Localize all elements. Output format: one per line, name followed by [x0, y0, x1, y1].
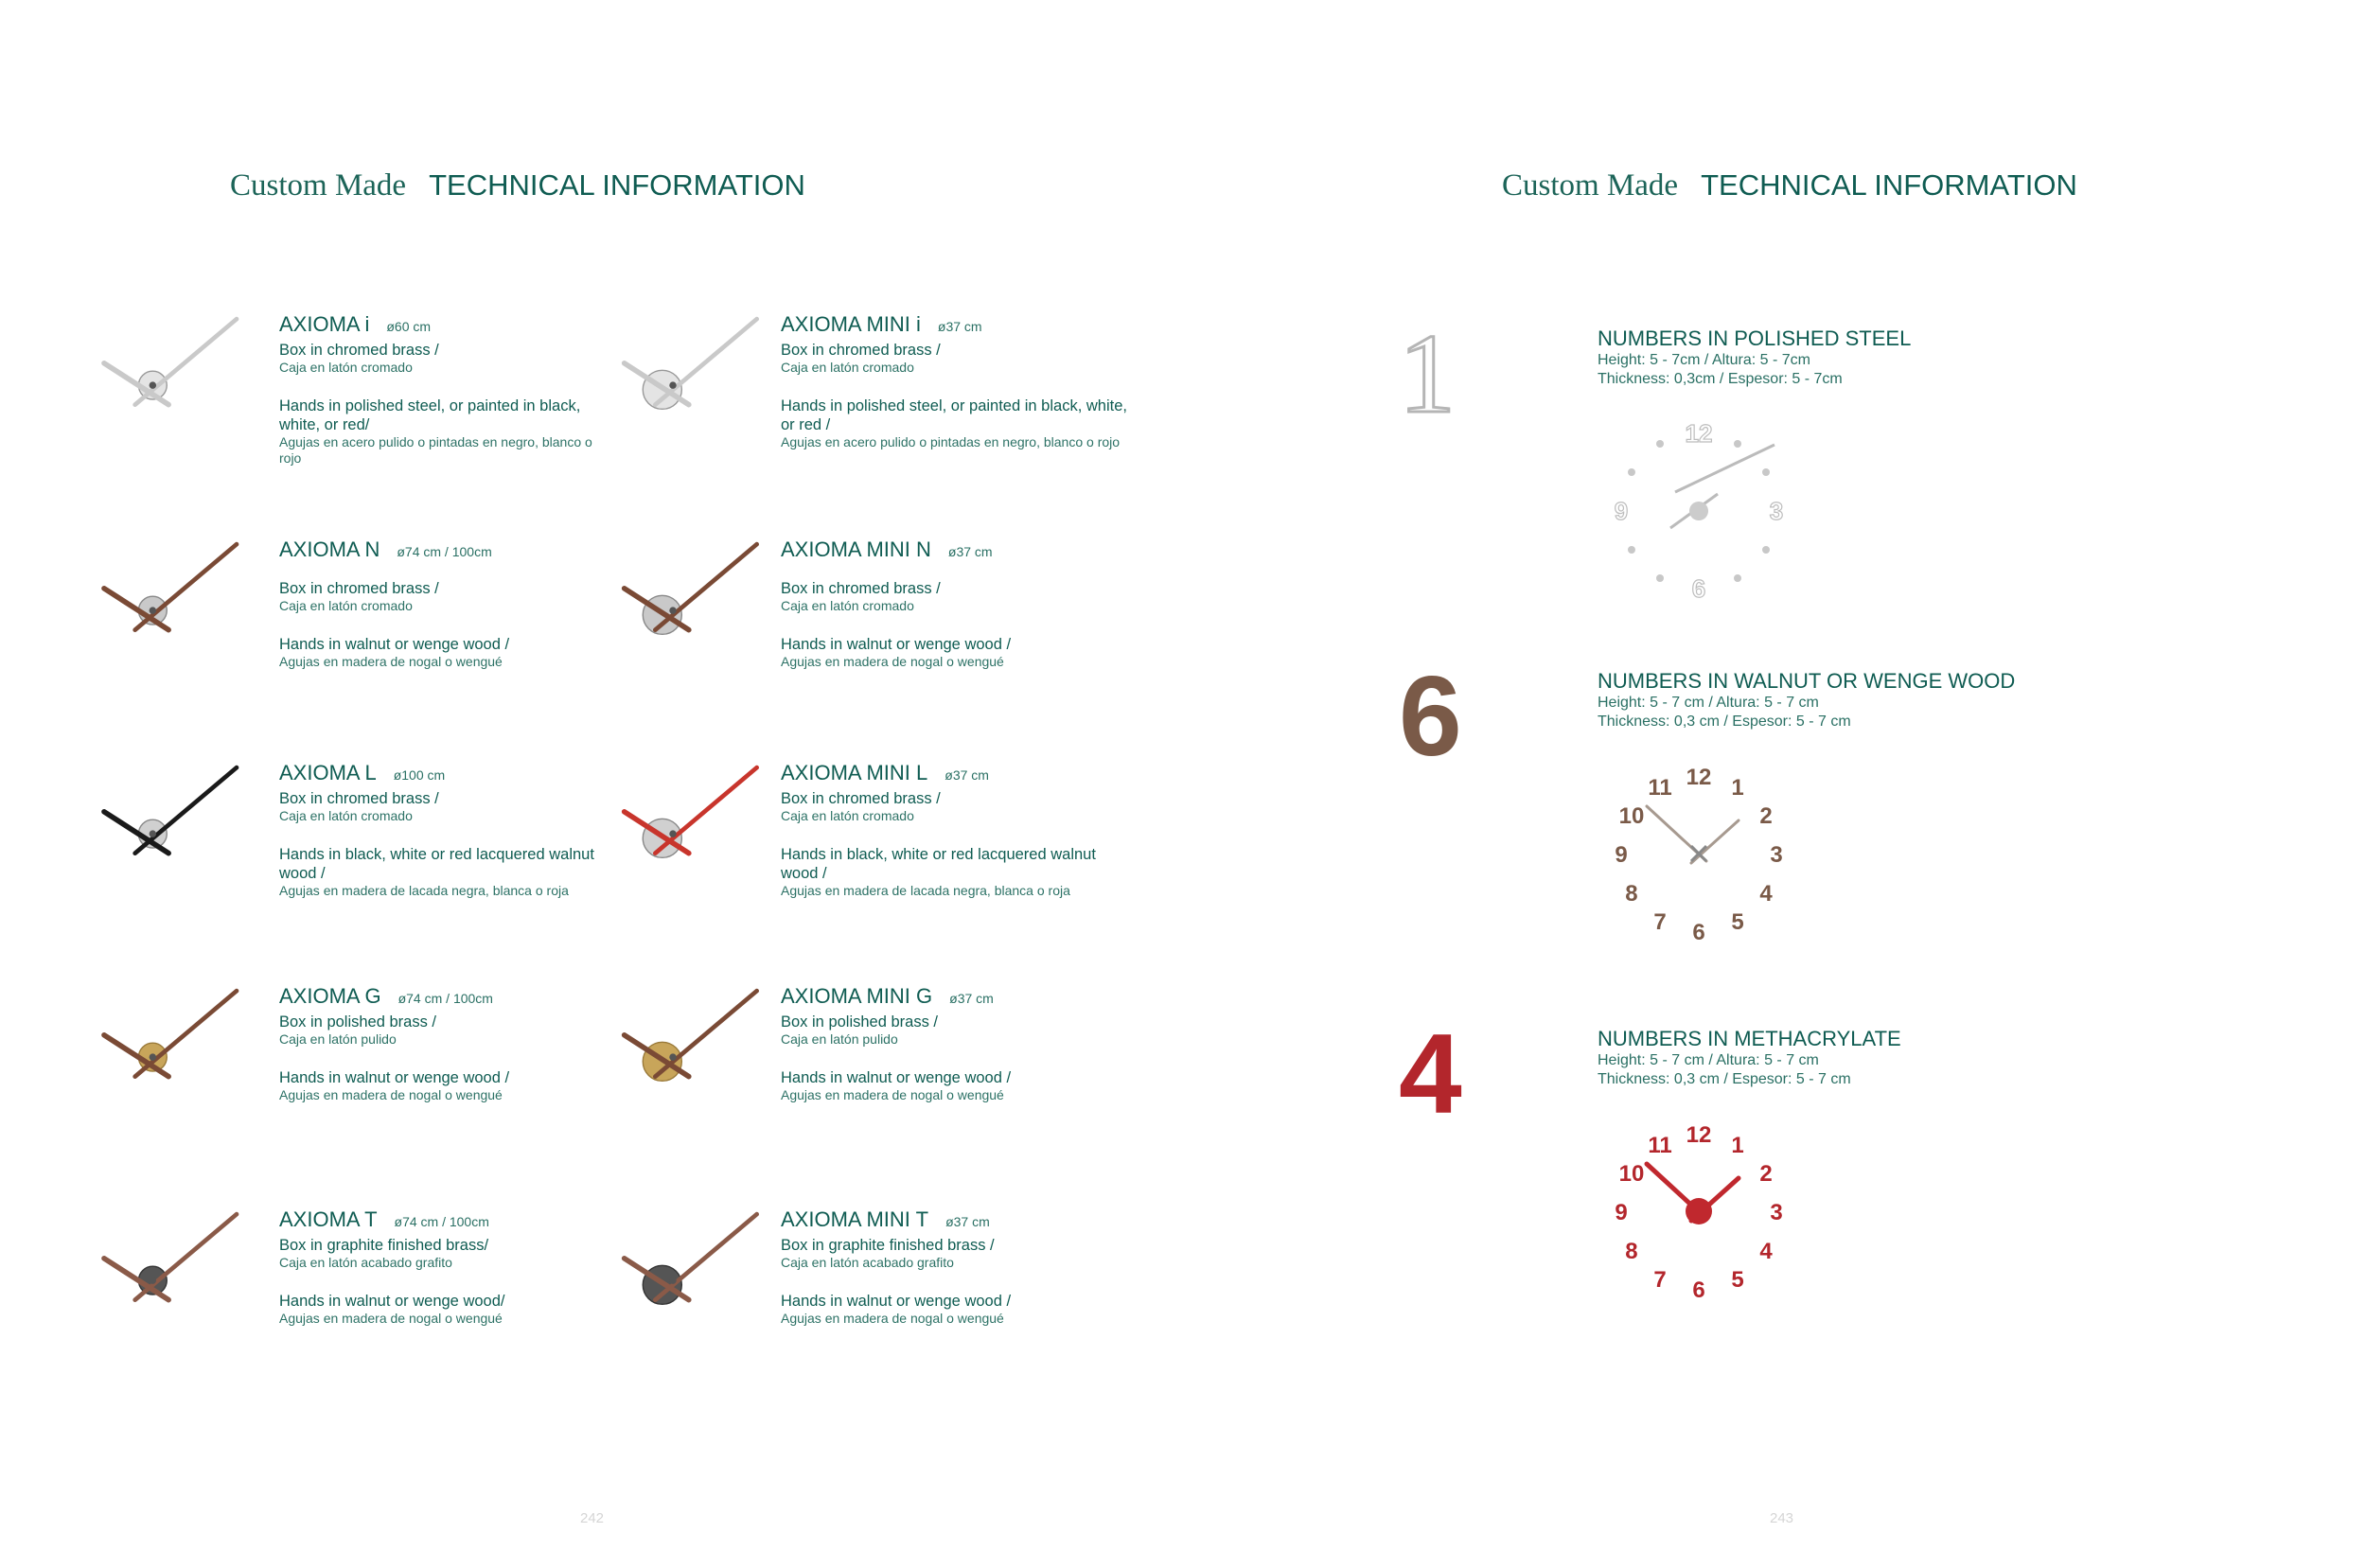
- hands-es: Agujas en acero pulido o pintadas en negro, blanco o rojo: [279, 434, 592, 466]
- dial-numeral: 9: [1614, 497, 1629, 525]
- number-set: [1598, 326, 1911, 389]
- dial-numeral: 11: [1648, 774, 1672, 801]
- number-set-thickness: Thickness: 0,3cm / Espesor: 5 - 7cm: [1598, 371, 1843, 387]
- product-size: ø37 cm: [945, 767, 989, 783]
- product-name: AXIOMA MINI T: [781, 1207, 929, 1231]
- product-mini-1: [781, 537, 1136, 670]
- box-es: Caja en latón acabado grafito: [781, 1255, 954, 1270]
- page-title: [230, 168, 805, 203]
- number-set-title: NUMBERS IN WALNUT OR WENGE WOOD: [1598, 669, 2016, 693]
- product-size: ø74 cm / 100cm: [397, 544, 492, 559]
- product-size: ø100 cm: [393, 767, 446, 783]
- product-size: ø37 cm: [937, 319, 982, 334]
- dial-numeral: 4: [1759, 881, 1773, 907]
- product-size: ø74 cm / 100cm: [394, 1214, 489, 1229]
- dial-numeral: 7: [1653, 909, 1667, 936]
- dial-numeral: 10: [1618, 803, 1645, 829]
- box-es: Caja en latón cromado: [781, 808, 914, 823]
- right-page: [1183, 0, 2366, 1568]
- product-name: AXIOMA G: [279, 984, 381, 1008]
- clock-hands-image: [80, 533, 260, 665]
- dial-numeral: 5: [1731, 909, 1744, 936]
- box-es: Caja en latón cromado: [279, 598, 413, 613]
- hands-en: Hands in walnut or wenge wood /: [781, 636, 1012, 653]
- dial-numeral: 8: [1625, 881, 1638, 907]
- product-size: ø37 cm: [945, 1214, 990, 1229]
- clock-hands-image: [596, 1203, 776, 1335]
- dial-numeral: 6: [1692, 1277, 1705, 1303]
- sample-digit: 4: [1399, 1011, 1462, 1137]
- box-en: Box in chromed brass /: [279, 580, 439, 597]
- dial-numeral: 8: [1625, 1239, 1638, 1264]
- title-sans: TECHNICAL INFORMATION: [1701, 168, 2077, 202]
- clock-hands-image: [596, 979, 776, 1112]
- hands-es: Agujas en madera de nogal o wengué: [781, 1087, 1004, 1102]
- product-1: [279, 537, 606, 670]
- dial-numeral: 12: [1685, 419, 1713, 448]
- box-en: Box in polished brass /: [279, 1013, 437, 1031]
- hands-en: Hands in black, white or red lacquered walnut wood /: [781, 846, 1096, 882]
- box-en: Box in chromed brass /: [279, 342, 439, 359]
- product-mini-4: [781, 1207, 1136, 1327]
- dial-numeral: 7: [1653, 1267, 1667, 1294]
- clock-hands-image: [596, 756, 776, 889]
- dial-numeral: 2: [1759, 1161, 1773, 1187]
- product-size: ø60 cm: [386, 319, 432, 334]
- product-name: AXIOMA T: [279, 1207, 378, 1231]
- product-name-row: [781, 984, 1136, 1009]
- product-3: [279, 984, 606, 1103]
- dial-numeral: 6: [1692, 920, 1705, 945]
- product-2: [279, 761, 606, 899]
- clock-hands-image: [80, 979, 260, 1112]
- hands-es: Agujas en acero pulido o pintadas en negro, blanco o rojo: [781, 434, 1121, 449]
- box-es: Caja en latón cromado: [279, 360, 413, 375]
- product-4: [279, 1207, 606, 1327]
- product-name-row: [781, 312, 1136, 337]
- number-set: [1598, 1027, 1901, 1089]
- hands-en: Hands in polished steel, or painted in black, white, or red/: [279, 397, 581, 433]
- hands-en: Hands in walnut or wenge wood /: [279, 1069, 510, 1086]
- product-name-row: [279, 312, 606, 337]
- box-es: Caja en latón pulido: [279, 1031, 397, 1047]
- dial-numeral: 4: [1759, 1239, 1773, 1264]
- hands-es: Agujas en madera de nogal o wengué: [279, 1311, 503, 1326]
- hands-es: Agujas en madera de nogal o wengué: [781, 1311, 1004, 1326]
- dial-numeral: 3: [1770, 842, 1783, 868]
- clock-hands-image: [596, 533, 776, 665]
- dial-numeral: 10: [1618, 1161, 1645, 1187]
- box-en: Box in graphite finished brass /: [781, 1237, 995, 1254]
- box-en: Box in chromed brass /: [279, 790, 439, 807]
- hands-en: Hands in black, white or red lacquered walnut wood /: [279, 846, 594, 882]
- sample-digit: 1: [1399, 310, 1456, 436]
- page-number: 242: [580, 1510, 605, 1526]
- number-set-title: NUMBERS IN POLISHED STEEL: [1598, 326, 1912, 350]
- hands-en: Hands in walnut or wenge wood /: [279, 636, 510, 653]
- dial-numeral: 11: [1648, 1132, 1672, 1158]
- sample-digit: 6: [1399, 653, 1462, 780]
- hands-es: Agujas en madera de lacada negra, blanca o roja: [781, 883, 1070, 898]
- box-en: Box in chromed brass /: [781, 342, 941, 359]
- product-name-row: [279, 537, 606, 562]
- product-name: AXIOMA MINI i: [781, 312, 921, 336]
- product-name-row: [279, 1207, 606, 1232]
- title-serif: Custom Made: [1502, 168, 1679, 203]
- dial-numeral: 9: [1615, 842, 1628, 868]
- box-en: Box in chromed brass /: [781, 790, 941, 807]
- dial-numeral: 9: [1615, 1200, 1628, 1225]
- hands-en: Hands in walnut or wenge wood/: [279, 1293, 505, 1310]
- product-mini-2: [781, 761, 1136, 899]
- product-name: AXIOMA MINI N: [781, 537, 931, 561]
- product-name: AXIOMA L: [279, 761, 377, 784]
- hands-en: Hands in walnut or wenge wood /: [781, 1293, 1012, 1310]
- box-es: Caja en latón acabado grafito: [279, 1255, 452, 1270]
- box-es: Caja en latón pulido: [781, 1031, 898, 1047]
- clock-hands-image: [80, 308, 260, 440]
- clock-dial-diagram: [1585, 749, 1812, 977]
- title-serif: Custom Made: [230, 168, 407, 203]
- clock-dial-diagram: [1585, 1107, 1812, 1334]
- box-en: Box in graphite finished brass/: [279, 1237, 489, 1254]
- box-en: Box in polished brass /: [781, 1013, 939, 1031]
- number-set-title: NUMBERS IN METHACRYLATE: [1598, 1027, 1901, 1050]
- product-name-row: [781, 1207, 1136, 1232]
- clock-dial-diagram: [1585, 407, 1812, 634]
- product-name-row: [279, 984, 606, 1009]
- product-mini-3: [781, 984, 1136, 1103]
- box-es: Caja en latón cromado: [781, 598, 914, 613]
- number-set-height: Height: 5 - 7cm / Altura: 5 - 7cm: [1598, 352, 1810, 368]
- dial-numeral: 3: [1770, 1200, 1783, 1225]
- product-size: ø37 cm: [949, 991, 994, 1006]
- number-set-thickness: Thickness: 0,3 cm / Espesor: 5 - 7 cm: [1598, 1071, 1851, 1087]
- product-size: ø37 cm: [947, 544, 993, 559]
- number-set-height: Height: 5 - 7 cm / Altura: 5 - 7 cm: [1598, 1052, 1819, 1068]
- number-set: [1598, 669, 2015, 731]
- hands-es: Agujas en madera de nogal o wengué: [781, 654, 1004, 669]
- dial-numeral: 3: [1769, 497, 1784, 525]
- hands-es: Agujas en madera de nogal o wengué: [279, 1087, 503, 1102]
- page-title: [1502, 168, 2077, 203]
- hands-es: Agujas en madera de lacada negra, blanca o roja: [279, 883, 569, 898]
- box-es: Caja en latón cromado: [781, 360, 914, 375]
- clock-hands-image: [80, 756, 260, 889]
- title-sans: TECHNICAL INFORMATION: [429, 168, 805, 202]
- clock-hands-image: [80, 1203, 260, 1335]
- product-name-row: [781, 761, 1136, 785]
- product-name: AXIOMA N: [279, 537, 380, 561]
- dial-numeral: 5: [1731, 1267, 1744, 1294]
- dial-numeral: 1: [1731, 1132, 1744, 1158]
- dial-numeral: 2: [1759, 803, 1773, 829]
- dial-numeral: 1: [1731, 774, 1744, 801]
- product-0: [279, 312, 606, 467]
- hands-es: Agujas en madera de nogal o wengué: [279, 654, 503, 669]
- product-mini-0: [781, 312, 1136, 450]
- product-name: AXIOMA MINI G: [781, 984, 933, 1008]
- product-name-row: [781, 537, 1136, 562]
- dial-numeral: 6: [1691, 574, 1706, 603]
- hands-en: Hands in walnut or wenge wood /: [781, 1069, 1012, 1086]
- dial-numeral: 12: [1686, 1122, 1712, 1148]
- box-es: Caja en latón cromado: [279, 808, 413, 823]
- box-en: Box in chromed brass /: [781, 580, 941, 597]
- product-name: AXIOMA MINI L: [781, 761, 928, 784]
- number-set-thickness: Thickness: 0,3 cm / Espesor: 5 - 7 cm: [1598, 714, 1851, 730]
- product-size: ø74 cm / 100cm: [397, 991, 493, 1006]
- hands-en: Hands in polished steel, or painted in black, white, or red /: [781, 397, 1127, 433]
- page-number: 243: [1770, 1510, 1794, 1526]
- clock-hands-image: [596, 308, 776, 440]
- product-name: AXIOMA i: [279, 312, 370, 336]
- number-set-height: Height: 5 - 7 cm / Altura: 5 - 7 cm: [1598, 695, 1819, 711]
- dial-numeral: 12: [1686, 765, 1712, 790]
- product-name-row: [279, 761, 606, 785]
